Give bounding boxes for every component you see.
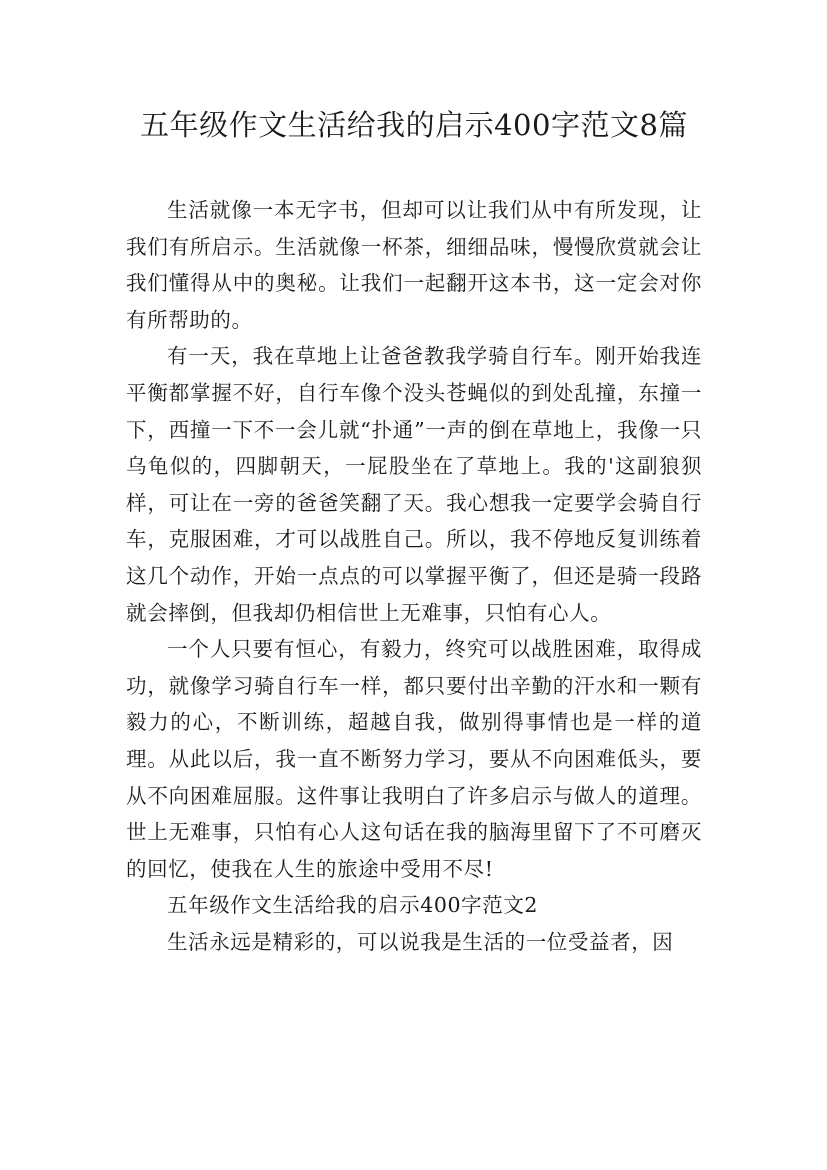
paragraph-bike-story: 有一天，我在草地上让爸爸教我学骑自行车。刚开始我连平衡都掌握不好，自行车像个没头苍蝇似的到处乱撞，东撞一下，西撞一下不一会儿就“扑通”一声的倒在草地上，我像一只乌龟似的，四脚朝天，一屁股坐在了草地上。我的'这副狼狈样，可让在一旁的爸爸笑翻了天。我心想我一定要学会骑自行车，克服困难，才可以战胜自己。所以，我不停地反复训练着这几个动作，开始一点点的可以掌握平衡了，但还是骑一段路就会摔倒，但我却仍相信世上无难事，只怕有心人。 bbox=[126, 344, 702, 625]
document-title: 五年级作文生活给我的启示400字范文8篇 bbox=[140, 108, 688, 142]
paragraph-essay-2-start: 生活永远是精彩的，可以说我是生活的一位受益者，因 bbox=[167, 929, 674, 954]
paragraph-conclusion: 一个人只要有恒心，有毅力，终究可以战胜困难，取得成功，就像学习骑自行车一样，都只要付出辛勤的汗水和一颗有毅力的心，不断训练，超越自我，做别得事情也是一样的道理。从此以后，我一直不断努力学习，要从不向困难低头，要从不向困难屈服。这件事让我明白了许多启示与做人的道理。世上无难事，只怕有心人这句话在我的脑海里留下了不可磨灭的回忆，使我在人生的旅途中受用不尽! bbox=[126, 637, 702, 881]
document-body bbox=[126, 192, 702, 960]
section-subheading: 五年级作文生活给我的启示400字范文2 bbox=[167, 893, 539, 918]
paragraph-intro: 生活就像一本无字书，但却可以让我们从中有所发现，让我们有所启示。生活就像一杯茶，细细品味，慢慢欣赏就会让我们懂得从中的奥秘。让我们一起翻开这本书，这一定会对你有所帮助的。 bbox=[126, 198, 702, 332]
